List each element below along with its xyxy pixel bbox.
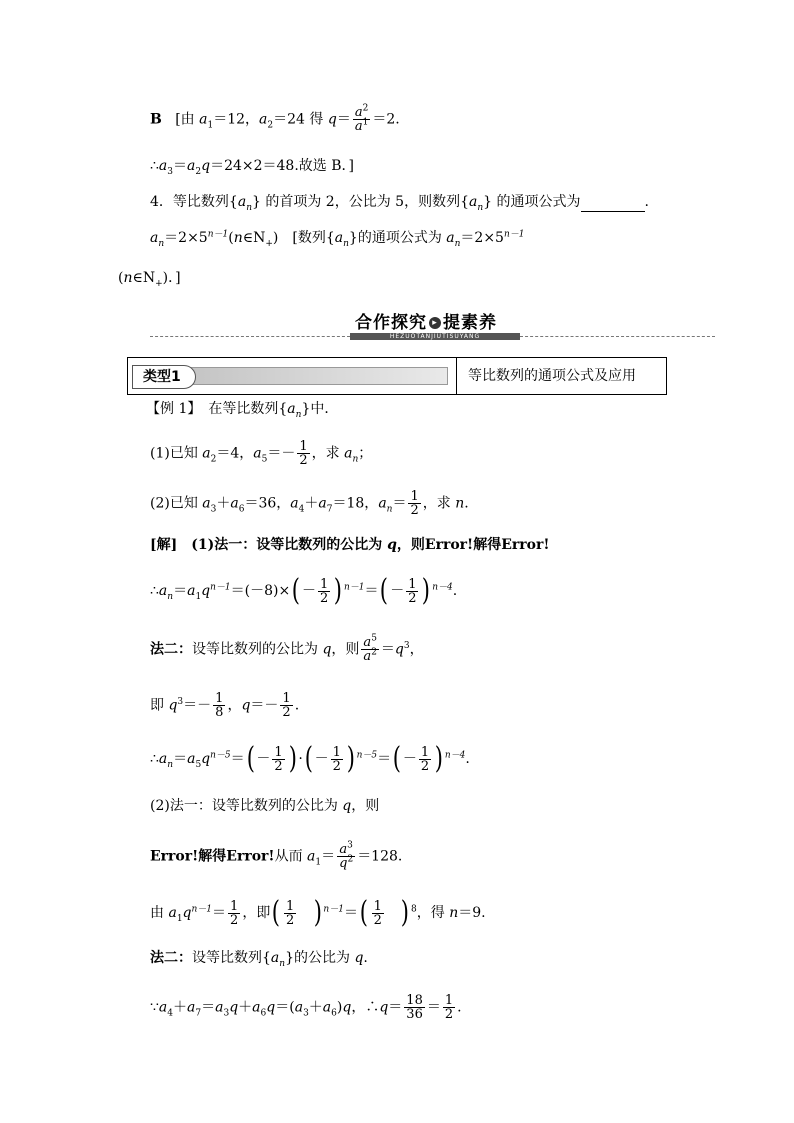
answer-line-3: B [由 $a_1=12$，$a_2=24$ 得 q＝ $\frac{a^2}{a^1}$ ＝2. <box>150 103 400 134</box>
subscript: 6 <box>260 1008 267 1019</box>
example-label: 【例 1】 <box>146 401 195 417</box>
left-paren: ( <box>272 895 281 930</box>
section-title <box>355 308 497 333</box>
text: ＝－ <box>267 445 296 462</box>
text: ＝ <box>343 905 358 921</box>
text: ＋ <box>238 999 253 1016</box>
var: a <box>270 950 280 966</box>
method-label: 法二： <box>150 950 192 966</box>
fraction <box>404 994 425 1021</box>
var: a <box>187 158 196 174</box>
solution-label: [解] <box>150 537 178 553</box>
var: q <box>322 641 332 658</box>
var: a <box>253 445 262 462</box>
var: a <box>363 635 372 650</box>
text: ＝－ <box>183 697 212 714</box>
text: ； <box>358 445 373 462</box>
text: · <box>298 751 303 767</box>
left-paren: ( <box>380 573 389 608</box>
left-paren: ( <box>291 573 301 608</box>
subscript: 4 <box>298 504 305 515</box>
var: n <box>233 230 243 246</box>
text: ，即 <box>242 905 271 921</box>
text: ＝ <box>212 905 227 921</box>
denominator: 2 <box>274 758 283 774</box>
subscript: 5 <box>261 454 268 465</box>
fraction <box>337 840 355 871</box>
text: ( <box>118 270 124 286</box>
answer-line-3b: $\therefore a_3=a_2q=24\times 2=48$.故选 B．] <box>150 158 354 177</box>
subscript: n <box>246 202 252 213</box>
var: a <box>158 583 168 599</box>
text: . <box>464 495 469 512</box>
var: a <box>230 495 239 512</box>
text: ＝128. <box>357 848 403 865</box>
right-paren: ) <box>434 741 444 776</box>
var: q <box>387 537 397 553</box>
subscript: 3 <box>223 1008 230 1019</box>
numerator: 1 <box>420 744 430 760</box>
question-part-1 <box>150 440 372 467</box>
text: ＝ <box>173 583 188 599</box>
right-paren: ) <box>346 741 355 776</box>
subscript: 3 <box>210 504 217 515</box>
denominator: 2 <box>332 758 341 774</box>
right-paren: ) <box>401 895 410 930</box>
subscript: 3 <box>303 1008 309 1019</box>
text: ∴ <box>150 751 159 767</box>
solution-line-4 <box>150 692 299 719</box>
text: 设等比数列{ <box>192 950 271 966</box>
superscript: n－1 <box>207 229 229 240</box>
subscript: 1 <box>195 591 202 602</box>
text: ＝9. <box>458 905 486 921</box>
fraction <box>406 578 418 605</box>
var: q <box>182 905 192 921</box>
answer-line-4 <box>150 228 525 248</box>
numerator: 1 <box>332 744 341 760</box>
text: ＝4， <box>216 445 254 462</box>
fraction <box>297 440 309 467</box>
subscript: 6 <box>331 1008 337 1019</box>
denominator: 2 <box>286 912 295 928</box>
subscript: 1 <box>315 857 322 868</box>
text: 从而 <box>274 848 308 865</box>
answer-letter: B <box>150 111 162 128</box>
fraction <box>284 900 296 927</box>
method-label: 法二： <box>150 641 192 658</box>
left-paren: ( <box>246 741 255 776</box>
var: a <box>287 401 296 417</box>
type-header-box <box>127 357 667 395</box>
subscript: 1 <box>207 120 214 131</box>
numerator: 1 <box>410 489 419 504</box>
subscript: n <box>343 238 349 249</box>
superscript: 8 <box>411 904 417 915</box>
subscript: n <box>352 454 359 465</box>
superscript: n－5 <box>356 750 378 761</box>
text: ∈N <box>242 230 266 246</box>
var: a <box>150 230 159 246</box>
answer-line-4b <box>118 268 181 288</box>
var: a <box>468 194 478 210</box>
text: . <box>363 950 368 966</box>
solution-method2 <box>150 633 424 664</box>
var: a <box>446 230 455 246</box>
text: 等比数列{ <box>172 194 238 210</box>
var: q <box>394 641 404 658</box>
numerator: 1 <box>408 576 417 592</box>
numerator: 1 <box>299 439 308 454</box>
var: q <box>379 999 389 1016</box>
var: a <box>158 999 168 1016</box>
var: a <box>354 119 363 134</box>
text: ) [数列{ <box>272 230 335 246</box>
subscript: 4 <box>167 1008 174 1019</box>
text: } 的通项公式为 <box>483 194 581 210</box>
text: 得 <box>309 111 324 128</box>
numerator: 18 <box>406 993 423 1008</box>
text: . <box>294 697 300 714</box>
var: q <box>201 583 211 599</box>
superscript: n－1 <box>503 229 525 240</box>
var: q <box>201 158 211 174</box>
text: ＝ <box>173 751 188 767</box>
type-tag-cell <box>128 358 457 394</box>
number: 24 <box>287 111 305 128</box>
var: a <box>363 649 372 664</box>
subscript: + <box>155 278 163 289</box>
fraction <box>213 692 225 719</box>
text: [由 <box>175 111 195 128</box>
numerator: 1 <box>274 744 283 760</box>
var: a <box>318 495 327 512</box>
type-tag: 类型1 <box>132 365 196 389</box>
subscript: n <box>295 409 302 420</box>
superscript: n－1 <box>210 582 231 593</box>
subscript: n <box>167 759 174 770</box>
text: ) <box>336 999 343 1016</box>
text: ＝ <box>364 583 379 599</box>
var: q <box>327 111 337 128</box>
fraction <box>318 578 330 605</box>
var: a <box>215 999 224 1016</box>
var: q <box>241 697 251 714</box>
denominator: 2 <box>408 590 417 606</box>
denominator: 2 <box>444 1007 454 1022</box>
denominator: 2 <box>420 758 430 774</box>
subscript: 1 <box>176 913 183 924</box>
var: q <box>342 798 352 814</box>
superscript: n－4 <box>444 750 466 761</box>
text: ∴ <box>150 583 159 599</box>
text: ＝(－8)× <box>230 583 291 599</box>
text: 在等比数列{ <box>194 401 288 417</box>
fraction <box>280 692 292 719</box>
text: . <box>644 194 649 210</box>
divider <box>520 336 715 337</box>
text: 即 <box>150 697 169 714</box>
left-paren: ( <box>304 741 313 776</box>
superscript: 3 <box>403 640 410 651</box>
text: ，则 <box>351 798 380 814</box>
subscript: 7 <box>195 1008 202 1019</box>
solution-part2-line-5 <box>150 994 462 1021</box>
var: n <box>123 270 133 286</box>
subscript: n <box>477 202 484 213</box>
var: a <box>290 495 299 512</box>
superscript: 3 <box>177 696 184 707</box>
numerator: 1 <box>286 898 295 914</box>
var: a <box>158 751 168 767</box>
denominator: 2 <box>230 912 239 928</box>
text: ＝ <box>392 495 407 512</box>
var: q <box>201 751 211 767</box>
superscript: n－4 <box>432 582 453 593</box>
numerator: 1 <box>282 691 291 706</box>
text: }的公比为 <box>285 950 355 966</box>
left-paren: ( <box>392 741 402 776</box>
denominator: 2 <box>282 705 291 720</box>
solution-line-2: $\therefore a_n=a_1q^{n-1}=(-8)\times$( － $\frac{1}{2}$ ) $^{n-1}$＝( － $\frac{1}{2}$ ) $^{n-4}$. <box>150 573 458 608</box>
text: . <box>465 751 470 767</box>
numerator: 1 <box>215 691 224 706</box>
var: a <box>158 158 168 174</box>
right-paren: ) <box>333 573 343 608</box>
superscript: 2 <box>362 103 369 114</box>
text: ＋ <box>308 999 323 1016</box>
solution-line-5: $\therefore a_n=a_5q^{n-5}=$( － $\frac{1}{2}$ ) ·( － $\frac{1}{2}$ ) $^{n-5}$＝( － $\frac{1}{2}$ ) $^{n-4}$. <box>150 741 470 776</box>
var: a <box>202 495 211 512</box>
fraction <box>228 900 240 927</box>
text: ＝( <box>275 999 295 1016</box>
solution-part2-line-3 <box>150 895 486 930</box>
text: ，得 <box>416 905 450 921</box>
example-1-heading <box>146 399 338 419</box>
text: ，∴ <box>351 999 380 1016</box>
denominator: 2 <box>299 453 308 468</box>
text: ＝2. <box>372 111 400 128</box>
var: n <box>455 495 465 512</box>
text: ，求 <box>311 445 345 462</box>
text: ， <box>227 697 242 714</box>
numerator: 1 <box>319 576 329 592</box>
superscript: n－1 <box>323 904 344 915</box>
text: (2)法一： <box>150 798 212 814</box>
var: q <box>339 856 348 871</box>
superscript: n－1 <box>343 582 365 593</box>
text: 由 <box>150 905 169 921</box>
text: ＝ <box>321 848 336 865</box>
arrow-icon: ▸ <box>429 317 441 329</box>
text: . <box>452 583 458 599</box>
text: ＝ <box>230 751 245 767</box>
text: ＝ <box>377 751 392 767</box>
superscript: n－5 <box>210 750 231 761</box>
text: (1)已知 <box>150 445 203 462</box>
text: ， <box>409 641 424 658</box>
var: a <box>378 495 387 512</box>
question-number: 4． <box>150 194 173 210</box>
text: ( <box>228 230 234 246</box>
superscript: 2 <box>347 854 354 865</box>
text: ＝ <box>380 641 395 658</box>
subscript: 2 <box>195 166 202 177</box>
superscript: 3 <box>347 840 353 851</box>
var: a <box>259 111 268 128</box>
superscript: 1 <box>362 117 369 128</box>
fraction <box>272 746 284 773</box>
section-pinyin: HEZUOTANJIUTISUYANG <box>350 333 520 340</box>
subscript: 5 <box>195 759 202 770</box>
numerator: 1 <box>444 993 454 1008</box>
text: ∵ <box>150 999 159 1016</box>
text: }的通项公式为 <box>348 230 447 246</box>
text: ＋ <box>304 495 319 512</box>
var: a <box>307 848 316 865</box>
var: a <box>344 445 353 462</box>
denominator: 2 <box>410 503 419 518</box>
text: . <box>457 999 462 1016</box>
fraction <box>419 746 431 773</box>
text: ＋ <box>173 999 188 1016</box>
solution-part2-line-1 <box>150 796 379 816</box>
text: 设等比数列的公比为 <box>211 798 343 814</box>
var: a <box>199 111 208 128</box>
fraction <box>408 490 420 517</box>
var: a <box>187 583 196 599</box>
superscript: 5 <box>371 633 377 644</box>
solution-part2-method2 <box>150 948 368 968</box>
var: a <box>168 905 177 921</box>
fraction <box>372 900 384 927</box>
numerator: 1 <box>373 898 382 914</box>
denominator: 36 <box>406 1007 423 1022</box>
section-title-part2: 提素养 <box>443 313 497 333</box>
number: 12 <box>227 111 246 128</box>
var: q <box>354 950 364 966</box>
text: }中． <box>301 401 339 417</box>
text: ，求 <box>422 495 456 512</box>
var: q <box>266 999 276 1016</box>
fraction <box>361 633 379 664</box>
left-paren: ( <box>359 895 368 930</box>
denominator: 2 <box>373 912 382 928</box>
solution-part2-line-2 <box>150 840 403 871</box>
fraction <box>353 103 371 134</box>
section-title-part1: 合作探究 <box>355 313 427 333</box>
text: ＝2×5 <box>460 230 504 246</box>
var: q <box>168 697 178 714</box>
question-part-2 <box>150 490 469 517</box>
type-title: 等比数列的通项公式及应用 <box>468 368 636 384</box>
text: (2)已知 <box>150 495 203 512</box>
text: ，则Error!解得Error! <box>396 537 550 553</box>
fraction <box>331 746 343 773</box>
superscript: 2 <box>371 647 377 658</box>
subscript: 2 <box>210 454 217 465</box>
subscript: 7 <box>326 504 333 515</box>
text: ∈N <box>132 270 156 286</box>
text: ＝ <box>426 999 441 1016</box>
text: (1)法一：设等比数列的公比为 <box>177 537 388 553</box>
right-paren: ) <box>313 895 322 930</box>
text: ＝36， <box>244 495 291 512</box>
denominator: 2 <box>319 590 329 606</box>
right-paren: ) <box>422 573 431 608</box>
text: ＋ <box>216 495 231 512</box>
var: a <box>294 999 304 1016</box>
text: )．] <box>162 270 181 286</box>
var: a <box>322 999 332 1016</box>
right-paren: ) <box>288 741 297 776</box>
var: a <box>339 842 348 857</box>
fraction <box>443 994 455 1021</box>
subscript: n <box>167 591 174 602</box>
subscript: 2 <box>267 120 274 131</box>
text: ＝18， <box>332 495 379 512</box>
subscript: 6 <box>238 504 245 515</box>
var: n <box>449 905 459 921</box>
text: ， <box>245 111 260 128</box>
text: ＝2×5 <box>164 230 208 246</box>
superscript: n－1 <box>191 904 213 915</box>
subscript: n <box>158 238 165 249</box>
text: ＝24×2＝48.故选 B．] <box>210 158 354 174</box>
subscript: + <box>265 238 273 249</box>
var: a <box>202 445 211 462</box>
text: ＝ <box>201 999 216 1016</box>
var: a <box>187 999 196 1016</box>
text: ，则 <box>331 641 360 658</box>
text: 设等比数列的公比为 <box>192 641 323 658</box>
subscript: 3 <box>167 166 174 177</box>
var: a <box>354 105 363 120</box>
numerator: 1 <box>230 898 239 914</box>
text: } 的首项为 2，公比为 5，则数列{ <box>252 194 469 210</box>
var: q <box>229 999 239 1016</box>
var: a <box>237 194 247 210</box>
text: ＝ <box>388 999 403 1016</box>
var: a <box>187 751 196 767</box>
subscript: n <box>386 504 393 515</box>
var: q <box>342 999 352 1016</box>
solution-line-1 <box>150 535 550 555</box>
question-4 <box>150 192 649 212</box>
var: a <box>334 230 344 246</box>
divider <box>150 336 350 337</box>
answer-blank <box>581 197 645 212</box>
text: ＝－ <box>250 697 279 714</box>
denominator: 8 <box>215 705 224 720</box>
subscript: n <box>279 958 286 969</box>
text: Error!解得Error! <box>150 848 275 865</box>
var: a <box>252 999 261 1016</box>
subscript: n <box>454 238 461 249</box>
